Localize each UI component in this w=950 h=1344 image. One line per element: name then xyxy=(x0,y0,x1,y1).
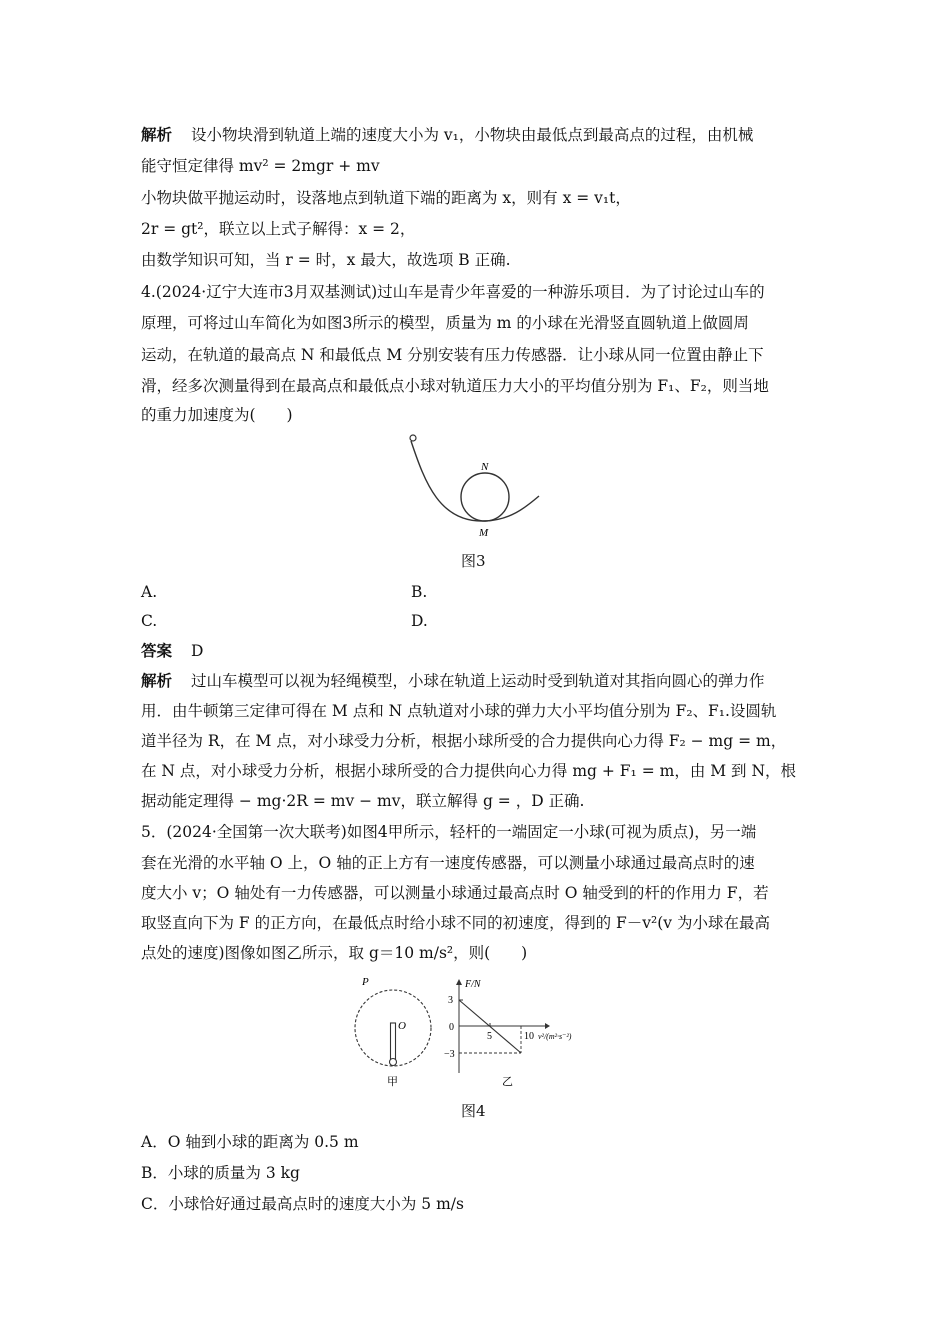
track-curve xyxy=(411,441,539,521)
q4-stem-line-3: 运动，在轨道的最高点 N 和最低点 M 分别安装有压力传感器．让小球从同一位置由静止下 xyxy=(141,346,764,364)
q5-stem-line-1: 5．(2024·全国第一次大联考)如图4甲所示，轻杆的一端固定一小球(可视为质点)，另一端 xyxy=(141,823,757,841)
q4-analysis-line-3: 道半径为 R，在 M 点，对小球受力分析，根据小球所受的合力提供向心力得 F₂ − mg = m， xyxy=(141,732,787,750)
point-p-label: P xyxy=(362,976,369,988)
q5-stem-line-2: 套在光滑的水平轴 O 上，O 轴的正上方有一速度传感器，可以测量小球通过最高点时的速 xyxy=(141,854,755,872)
answer-value: D xyxy=(190,642,204,660)
small-ball xyxy=(390,1059,397,1066)
y-tick-label-3: 3 xyxy=(448,995,453,1006)
figure-3-caption: 图3 xyxy=(461,552,486,570)
x-axis-label: v²/(m²·s⁻²) xyxy=(538,1032,572,1041)
q4-analysis-line-4: 在 N 点，对小球受力分析，根据小球所受的合力提供向心力得 mg + F₁ = m，由 M 到 N，根 xyxy=(141,762,797,780)
start-point-marker xyxy=(410,435,416,441)
q4-stem-line-5: 的重力加速度为( ) xyxy=(141,406,293,424)
q4-stem-line-1: 4.(2024·辽宁大连市3月双基测试)过山车是青少年喜爱的一种游乐项目．为了讨论过山车的 xyxy=(141,283,765,301)
point-n-label: N xyxy=(481,461,489,473)
origin-label: 0 xyxy=(449,1022,454,1033)
q5-stem-line-5: 点处的速度)图像如图乙所示，取 g＝10 m/s²，则( ) xyxy=(141,944,528,962)
figure-yi-label: 乙 xyxy=(502,1076,513,1088)
y-axis-arrow xyxy=(456,979,462,985)
q4-analysis-label: 解析 xyxy=(141,671,173,690)
q4-stem-line-4: 滑，经多次测量得到在最高点和最低点小球对轨道压力大小的平均值分别为 F₁、F₂，则当地 xyxy=(141,377,769,395)
x-tick-label-10: 10 xyxy=(524,1031,534,1042)
q4-analysis-line-5: 据动能定理得 − mg·2R = mv − mv，联立解得 g = ，D 正确. xyxy=(141,792,585,810)
q5-option-c: C．小球恰好通过最高点时的速度大小为 5 m/s xyxy=(141,1195,464,1213)
q4-option-b: B. xyxy=(411,583,428,601)
x-axis-arrow xyxy=(545,1023,550,1029)
q4-option-a: A. xyxy=(141,583,158,601)
q4-answer xyxy=(141,641,203,661)
y-axis-label: F/N xyxy=(465,979,481,990)
q3-analysis-label: 解析 xyxy=(141,125,173,144)
q4-analysis-line-2: 用．由牛顿第三定律可得在 M 点和 N 点轨道对小球的弹力大小平均值分别为 F₂、F₁.设圆轨 xyxy=(141,702,777,720)
loop-circle xyxy=(461,473,509,521)
figure-jia xyxy=(355,976,431,1088)
figure-jia-label: 甲 xyxy=(387,1076,398,1088)
q3-analysis-line-3: 小物块做平抛运动时，设落地点到轨道下端的距离为 x，则有 x = v₁t， xyxy=(141,189,631,207)
x-tick-label-5: 5 xyxy=(487,1031,492,1042)
figure-4-diagram xyxy=(345,973,605,1093)
q4-option-d: D. xyxy=(411,612,428,630)
figure-yi-graph xyxy=(444,979,572,1088)
point-m-label: M xyxy=(479,527,489,539)
q3-analysis-line-2: 能守恒定律得 mv² = 2mgr + mv xyxy=(141,157,380,175)
figure-3-track-diagram xyxy=(395,428,555,548)
answer-label: 答案 xyxy=(141,641,173,660)
light-rod xyxy=(391,1023,396,1061)
q5-stem-line-3: 度大小 v；O 轴处有一力传感器，可以测量小球通过最高点时 O 轴受到的杆的作用力 F，若 xyxy=(141,884,769,902)
q3-analysis-line-5: 由数学知识可知，当 r = 时，x 最大，故选项 B 正确. xyxy=(141,251,511,269)
q5-option-a: A．O 轴到小球的距离为 0.5 m xyxy=(141,1133,359,1151)
axis-o-label: O xyxy=(398,1020,406,1032)
y-tick-label-neg3: −3 xyxy=(444,1049,455,1060)
q3-analysis-line-4: 2r = gt²，联立以上式子解得：x = 2， xyxy=(141,220,416,238)
q4-stem-line-2: 原理，可将过山车简化为如图3所示的模型，质量为 m 的小球在光滑竖直圆轨道上做圆周 xyxy=(141,314,749,332)
figure-4-caption: 图4 xyxy=(461,1102,486,1120)
q5-stem-line-4: 取竖直向下为 F 的正方向，在最低点时给小球不同的初速度，得到的 F－v²(v 为小球在最高 xyxy=(141,914,770,932)
q5-option-b: B．小球的质量为 3 kg xyxy=(141,1164,300,1182)
q3-analysis-line-1: 解析 设小物块滑到轨道上端的速度大小为 v₁，小物块由最低点到最高点的过程，由机械 xyxy=(141,125,754,144)
q4-analysis-line-1: 解析 过山车模型可以视为轻绳模型，小球在轨道上运动时受到轨道对其指向圆心的弹力作 xyxy=(141,671,765,690)
q4-option-c: C. xyxy=(141,612,158,630)
